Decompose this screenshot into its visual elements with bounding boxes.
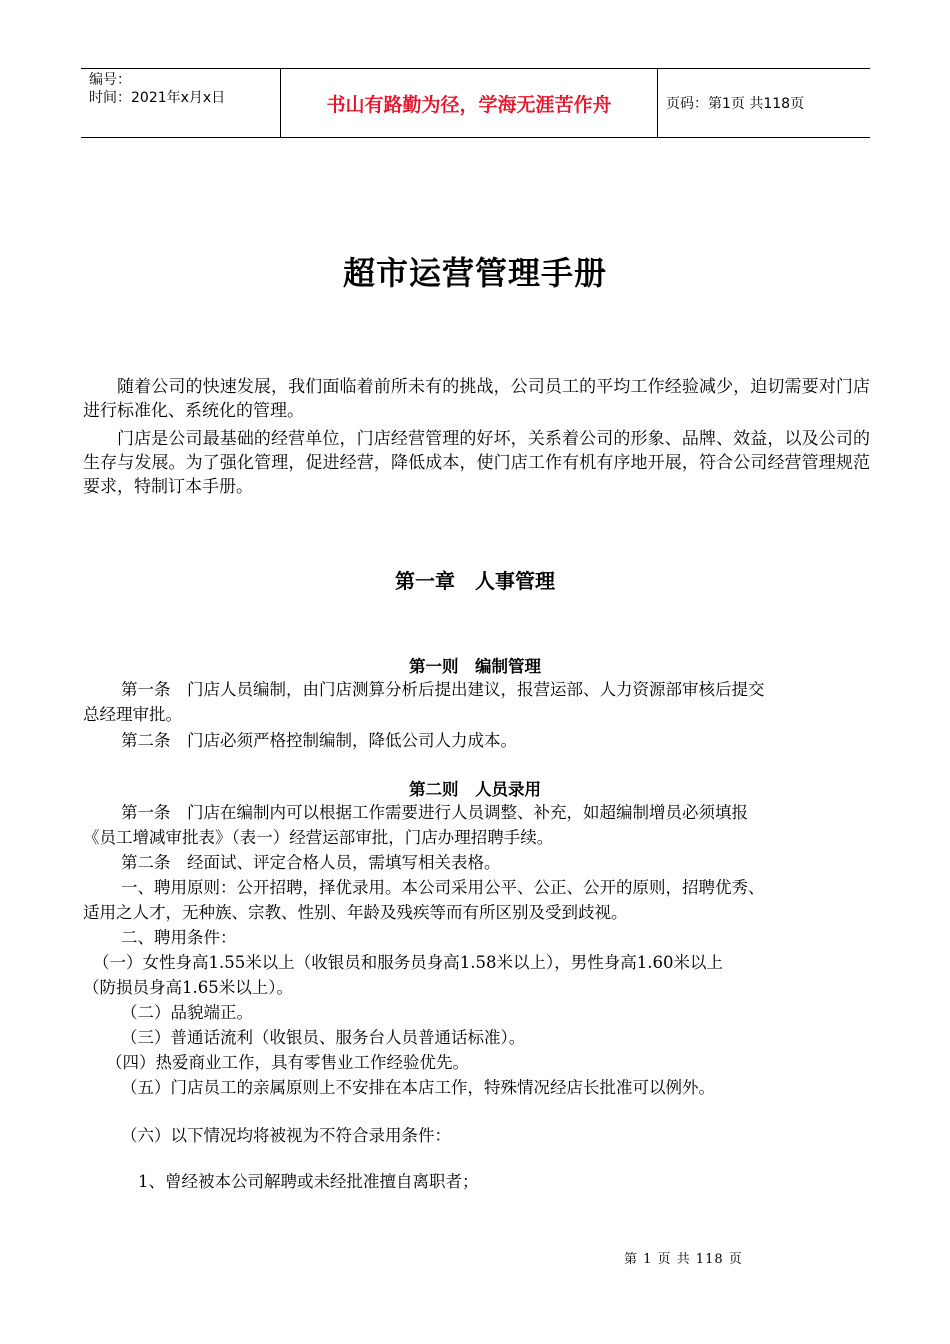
section-heading-2: 第二则 人员录用 [409, 780, 541, 799]
section2-line: （三）普通话流利（收银员、服务台人员普通话标准）。 [121, 1028, 526, 1047]
header-motto: 书山有路勤为径，学海无涯苦作舟 [281, 69, 658, 137]
section2-line: （二）品貌端正。 [121, 1003, 253, 1022]
section2-line: （四）热爱商业工作，具有零售业工作经验优先。 [106, 1053, 469, 1072]
section1-line: 第一条 门店人员编制，由门店测算分析后提出建议，报营运部、人力资源部审核后提交 [121, 680, 765, 699]
section2-line: 适用之人才，无种族、宗教、性别、年龄及残疾等而有所区别及受到歧视。 [83, 903, 628, 922]
page-footer: 第 1 页 共 118 页 [624, 1252, 743, 1267]
header-page-info: 页码：第1页 共118页 [666, 96, 805, 112]
chapter-heading: 第一章 人事管理 [395, 569, 555, 593]
section1-line: 总经理审批。 [83, 705, 182, 724]
section2-line: 一、聘用原则：公开招聘，择优录用。本公司采用公平、公正、公开的原则，招聘优秀、 [121, 878, 765, 897]
section2-line: 第一条 门店在编制内可以根据工作需要进行人员调整、补充，如超编制增员必须填报 [121, 803, 748, 822]
section1-line: 第二条 门店必须严格控制编制，降低公司人力成本。 [121, 731, 517, 750]
header-meta [81, 69, 281, 137]
section2-line: 二、聘用条件： [121, 928, 237, 947]
intro-paragraph-2: 门店是公司最基础的经营单位，门店经营管理的好坏，关系着公司的形象、品牌、效益，以及公司的生存与发展。为了强化管理，促进经营，降低成本，使门店工作有机有序地开展，符合公司经营管理规范要求，特制订本手册。 [83, 429, 870, 497]
section2-line: 《员工增减审批表》（表一）经营运部审批，门店办理招聘手续。 [83, 828, 554, 847]
number-label: 编号： [89, 72, 131, 88]
header-table [81, 68, 870, 138]
section2-line: （防损员身高1.65米以上）。 [83, 978, 293, 997]
section2-line: （六）以下情况均将被视为不符合录用条件： [121, 1126, 451, 1145]
section2-line: 第二条 经面试、评定合格人员，需填写相关表格。 [121, 853, 501, 872]
intro-paragraph-1: 随着公司的快速发展，我们面临着前所未有的挑战，公司员工的平均工作经验减少，迫切需要对门店进行标准化、系统化的管理。 [83, 377, 870, 421]
document-title: 超市运营管理手册 [342, 254, 607, 292]
section2-line: （一）女性身高1.55米以上（收银员和服务员身高1.58米以上），男性身高1.60米以上 [93, 953, 723, 972]
section-heading-1: 第一则 编制管理 [409, 657, 541, 676]
section2-line: （五）门店员工的亲属原则上不安排在本店工作，特殊情况经店长批准可以例外。 [121, 1078, 715, 1097]
time-label: 时间：2021年x月x日 [89, 90, 226, 106]
section2-line: 1、曾经被本公司解聘或未经批准擅自离职者； [138, 1172, 479, 1191]
